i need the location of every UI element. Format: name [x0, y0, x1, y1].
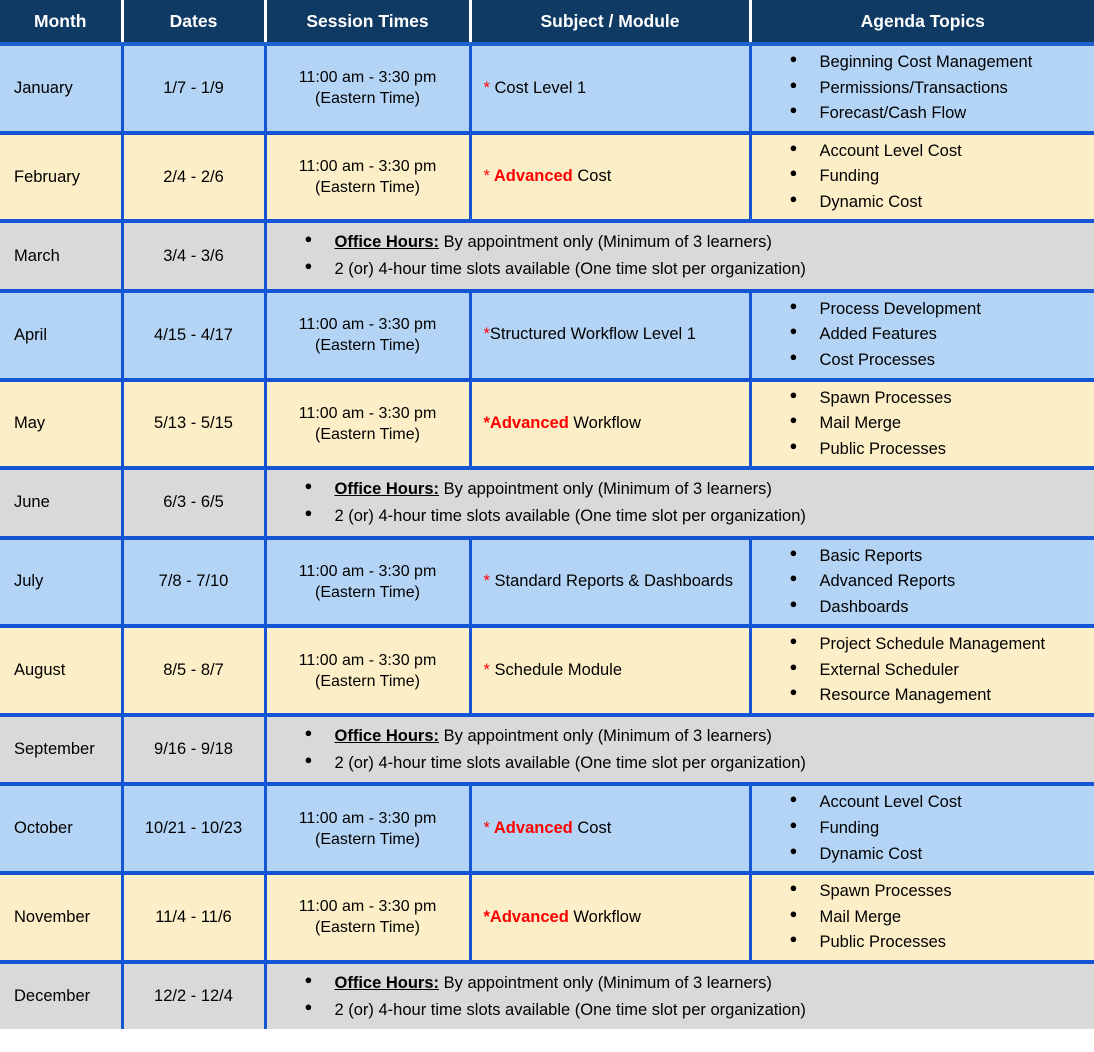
session-time-zone: (Eastern Time)	[315, 90, 420, 108]
cell-month: January	[0, 44, 122, 133]
session-time-zone: (Eastern Time)	[315, 337, 420, 355]
office-hours-item	[305, 229, 1094, 256]
agenda-list	[752, 139, 1094, 216]
agenda-item: ● Advanced Reports	[790, 569, 1094, 595]
office-hours-item	[305, 723, 1094, 750]
office-hours-item	[305, 503, 1094, 530]
subject-text: Schedule Module	[489, 660, 623, 679]
agenda-item: ● Dashboards	[790, 595, 1094, 621]
office-hours-label: Office Hours:	[334, 480, 440, 499]
required-asterisk: *	[483, 167, 490, 186]
cell-agenda-topics	[750, 538, 1094, 627]
agenda-item: ● Dynamic Cost	[790, 842, 1094, 868]
cell-subject-module	[470, 873, 750, 962]
agenda-item: ● Cost Processes	[790, 348, 1094, 374]
agenda-item: ● Process Development	[790, 297, 1094, 323]
cell-dates: 12/2 - 12/4	[122, 962, 265, 1029]
cell-agenda-topics	[750, 873, 1094, 962]
table-row	[0, 538, 1094, 627]
cell-month: August	[0, 626, 122, 715]
office-hours-slots: 2 (or) 4-hour time slots available (One time slot per organization)	[334, 506, 806, 525]
cell-agenda-topics	[750, 133, 1094, 222]
cell-dates: 11/4 - 11/6	[122, 873, 265, 962]
subject-text: Cost	[572, 167, 612, 186]
agenda-list	[752, 386, 1094, 463]
session-time-range: 11:00 am - 3:30 pm	[298, 809, 437, 827]
required-asterisk: *	[483, 325, 490, 344]
agenda-item: ● Funding	[790, 816, 1094, 842]
table-row	[0, 468, 1094, 537]
cell-session-times	[265, 538, 470, 627]
cell-session-times	[265, 291, 470, 380]
table-row	[0, 715, 1094, 784]
cell-month: November	[0, 873, 122, 962]
agenda-item: ● Account Level Cost	[790, 139, 1094, 165]
agenda-list	[752, 297, 1094, 374]
agenda-list	[752, 50, 1094, 127]
cell-month: April	[0, 291, 122, 380]
table-body	[0, 44, 1094, 1029]
agenda-item: ● Spawn Processes	[790, 386, 1094, 412]
table-header	[0, 0, 1094, 44]
cell-subject-module	[470, 538, 750, 627]
agenda-item: ● Account Level Cost	[790, 790, 1094, 816]
session-time-zone: (Eastern Time)	[315, 583, 420, 601]
cell-session-times	[265, 873, 470, 962]
column-header-month: Month	[0, 0, 122, 44]
cell-agenda-topics	[750, 291, 1094, 380]
office-hours-detail: By appointment only (Minimum of 3 learners)	[439, 973, 772, 992]
office-hours-detail: By appointment only (Minimum of 3 learners)	[439, 727, 772, 745]
column-header-session-times: Session Times	[265, 0, 470, 44]
office-hours-slots: 2 (or) 4-hour time slots available (One time slot per organization)	[334, 1000, 806, 1019]
table-row	[0, 962, 1094, 1029]
office-hours-item	[305, 750, 1094, 777]
office-hours-slots: 2 (or) 4-hour time slots available (One time slot per organization)	[334, 753, 806, 772]
cell-agenda-topics	[750, 380, 1094, 469]
table-row	[0, 784, 1094, 873]
cell-session-times	[265, 626, 470, 715]
session-time-range: 11:00 am - 3:30 pm	[298, 651, 437, 669]
office-hours-item	[305, 970, 1094, 997]
table-row	[0, 626, 1094, 715]
cell-subject-module	[470, 44, 750, 133]
table-row	[0, 291, 1094, 380]
agenda-item: ● Added Features	[790, 322, 1094, 348]
column-header-dates: Dates	[122, 0, 265, 44]
cell-dates: 3/4 - 3/6	[122, 221, 265, 290]
cell-month: October	[0, 784, 122, 873]
agenda-item: ● Mail Merge	[790, 411, 1094, 437]
session-time-range: 11:00 am - 3:30 pm	[298, 404, 437, 422]
session-time-zone: (Eastern Time)	[315, 672, 420, 690]
cell-office-hours	[265, 221, 1094, 290]
agenda-item: ● Dynamic Cost	[790, 190, 1094, 216]
cell-dates: 6/3 - 6/5	[122, 468, 265, 537]
cell-office-hours	[265, 715, 1094, 784]
subject-text: Structured Workflow Level 1	[489, 325, 696, 344]
session-time-zone: (Eastern Time)	[315, 830, 420, 848]
subject-text: Cost	[572, 819, 612, 838]
agenda-list	[752, 544, 1094, 621]
agenda-item: ● Public Processes	[790, 930, 1094, 956]
agenda-item: ● Basic Reports	[790, 544, 1094, 570]
agenda-item: ● Permissions/Transactions	[790, 76, 1094, 102]
agenda-item: ● Project Schedule Management	[790, 632, 1094, 658]
cell-session-times	[265, 380, 470, 469]
office-hours-list	[267, 476, 1094, 529]
cell-dates: 2/4 - 2/6	[122, 133, 265, 222]
cell-dates: 9/16 - 9/18	[122, 715, 265, 784]
subject-text: Workflow	[568, 907, 641, 926]
agenda-item: ● Beginning Cost Management	[790, 50, 1094, 76]
cell-dates: 7/8 - 7/10	[122, 538, 265, 627]
agenda-item: ● Mail Merge	[790, 905, 1094, 931]
cell-agenda-topics	[750, 626, 1094, 715]
session-time-range: 11:00 am - 3:30 pm	[298, 157, 437, 175]
agenda-list	[752, 790, 1094, 867]
cell-dates: 4/15 - 4/17	[122, 291, 265, 380]
column-header-subject-module: Subject / Module	[470, 0, 750, 44]
cell-office-hours	[265, 468, 1094, 537]
office-hours-item	[305, 476, 1094, 503]
cell-month: December	[0, 962, 122, 1029]
subject-text: Workflow	[568, 414, 641, 433]
cell-subject-module	[470, 626, 750, 715]
cell-session-times	[265, 133, 470, 222]
agenda-item: ● Public Processes	[790, 437, 1094, 463]
cell-subject-module	[470, 291, 750, 380]
header-row	[0, 0, 1094, 44]
agenda-item: ● Funding	[790, 164, 1094, 190]
office-hours-label: Office Hours:	[334, 727, 440, 745]
cell-dates: 8/5 - 8/7	[122, 626, 265, 715]
cell-agenda-topics	[750, 784, 1094, 873]
session-time-range: 11:00 am - 3:30 pm	[298, 898, 437, 916]
cell-office-hours	[265, 962, 1094, 1029]
agenda-item: ● Forecast/Cash Flow	[790, 101, 1094, 127]
office-hours-list	[267, 970, 1094, 1023]
session-time-range: 11:00 am - 3:30 pm	[298, 562, 437, 580]
required-asterisk: *	[483, 660, 490, 679]
column-header-agenda-topics: Agenda Topics	[750, 0, 1094, 44]
office-hours-slots: 2 (or) 4-hour time slots available (One time slot per organization)	[334, 260, 806, 279]
table-row	[0, 221, 1094, 290]
cell-month: February	[0, 133, 122, 222]
table-row	[0, 44, 1094, 133]
cell-subject-module	[470, 380, 750, 469]
office-hours-list	[267, 229, 1094, 282]
subject-text: Standard Reports & Dashboards	[489, 572, 733, 591]
required-asterisk: *	[483, 78, 490, 97]
cell-session-times	[265, 44, 470, 133]
agenda-item: ● External Scheduler	[790, 658, 1094, 684]
cell-month: March	[0, 221, 122, 290]
cell-dates: 1/7 - 1/9	[122, 44, 265, 133]
cell-month: May	[0, 380, 122, 469]
required-asterisk: *	[483, 819, 490, 838]
session-time-range: 11:00 am - 3:30 pm	[298, 69, 437, 87]
required-asterisk: *	[483, 572, 490, 591]
cell-month: June	[0, 468, 122, 537]
subject-emphasis: Advanced	[489, 819, 573, 838]
office-hours-detail: By appointment only (Minimum of 3 learners)	[439, 233, 772, 252]
subject-emphasis: Advanced	[489, 167, 573, 186]
office-hours-list	[267, 723, 1094, 776]
cell-session-times	[265, 784, 470, 873]
office-hours-item	[305, 997, 1094, 1024]
office-hours-label: Office Hours:	[334, 973, 440, 992]
office-hours-label: Office Hours:	[334, 233, 440, 252]
cell-agenda-topics	[750, 44, 1094, 133]
cell-month: September	[0, 715, 122, 784]
subject-emphasis: *Advanced	[483, 907, 569, 926]
table-row	[0, 873, 1094, 962]
agenda-list	[752, 632, 1094, 709]
session-time-zone: (Eastern Time)	[315, 919, 420, 937]
agenda-item: ● Spawn Processes	[790, 879, 1094, 905]
agenda-list	[752, 879, 1094, 956]
session-time-zone: (Eastern Time)	[315, 425, 420, 443]
table-row	[0, 380, 1094, 469]
office-hours-detail: By appointment only (Minimum of 3 learners)	[439, 480, 772, 499]
cell-subject-module	[470, 133, 750, 222]
session-time-zone: (Eastern Time)	[315, 179, 420, 197]
table-row	[0, 133, 1094, 222]
cell-dates: 10/21 - 10/23	[122, 784, 265, 873]
cell-subject-module	[470, 784, 750, 873]
office-hours-item	[305, 256, 1094, 283]
subject-emphasis: *Advanced	[483, 414, 569, 433]
cell-dates: 5/13 - 5/15	[122, 380, 265, 469]
agenda-item: ● Resource Management	[790, 683, 1094, 709]
cell-month: July	[0, 538, 122, 627]
subject-text: Cost Level 1	[489, 78, 587, 97]
session-time-range: 11:00 am - 3:30 pm	[298, 316, 437, 334]
